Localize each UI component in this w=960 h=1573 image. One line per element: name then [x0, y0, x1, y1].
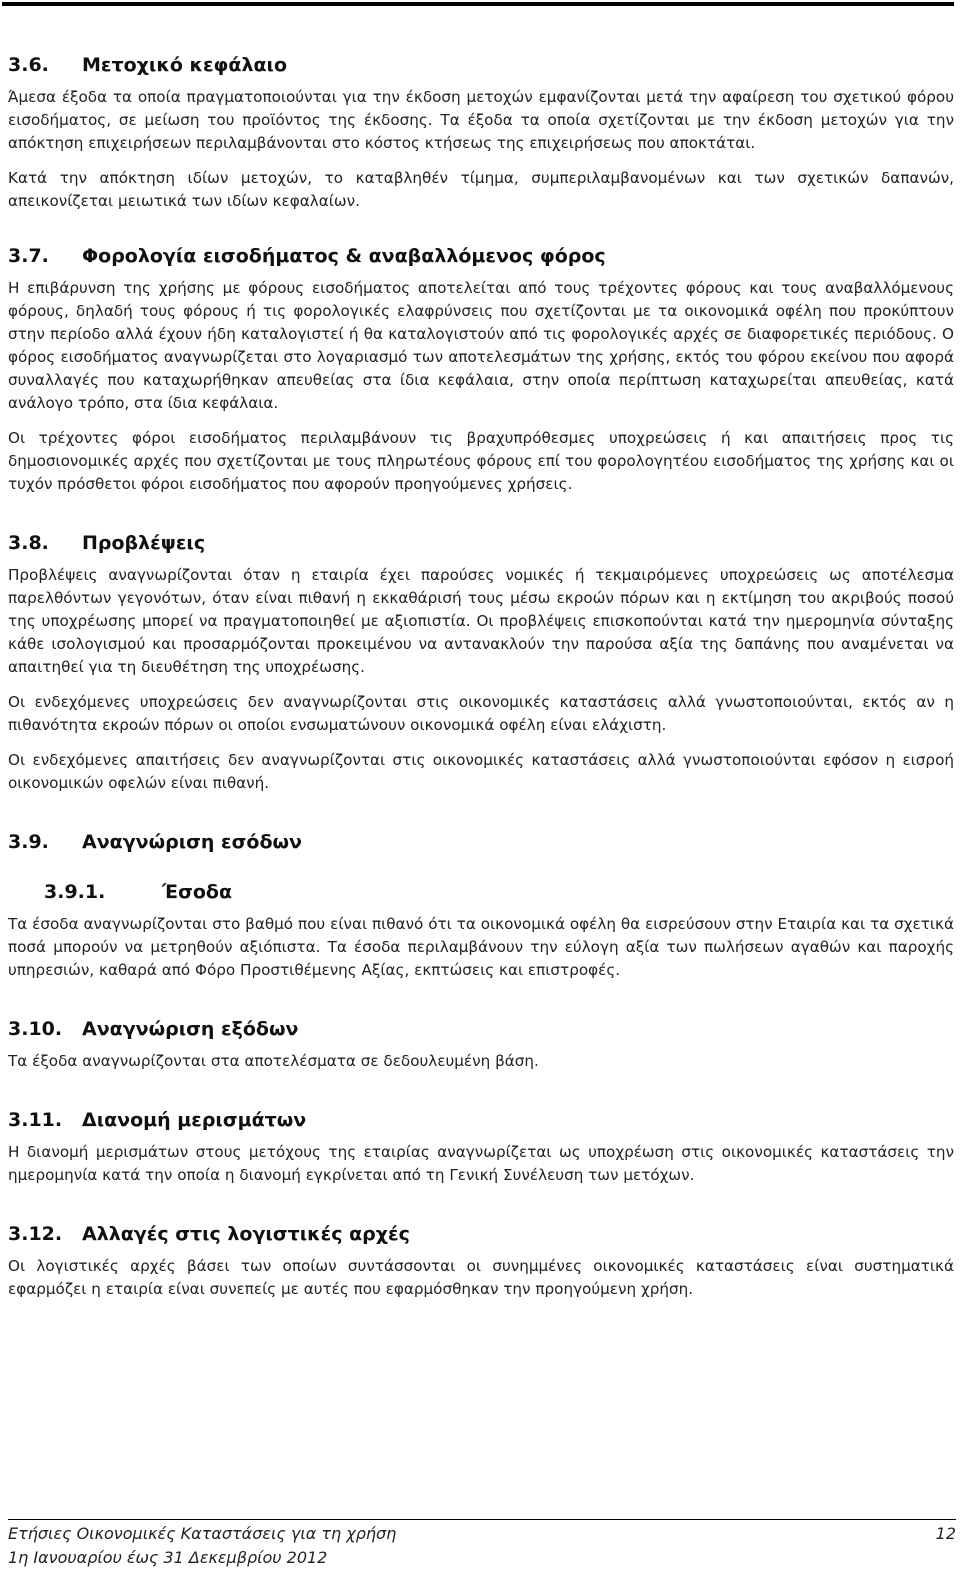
paragraph: Οι τρέχοντες φόροι εισοδήματος περιλαμβάνουν τις βραχυπρόθεσμες υποχρεώσεις ή και απαιτήσεις προς τις δημοσιονομικές αρχές που σχετίζονται με τους πληρωτέους φόρους επί του φορολογητέου εισοδήματος της χρήσης και οι τυχόν πρόσθετοι φόροι εισοδήματος που αφορούν προηγούμενες χρήσεις. — [8, 429, 954, 493]
paragraph: Τα έξοδα αναγνωρίζονται στα αποτελέσματα σε δεδουλευμένη βάση. — [8, 1052, 539, 1070]
spacer — [8, 994, 954, 1016]
subsection-number: 3.9.1. — [44, 881, 106, 903]
section-heading-3-8 — [8, 530, 954, 556]
paragraph: Οι λογιστικές αρχές βάσει των οποίων συντάσσονται οι συνημμένες οικονομικές καταστάσεις είναι συστηματικά εφαρμόζει η εταιρία είναι συνεπείς με αυτές που εφαρμόσθηκαν την προηγούμενη χρήση. — [8, 1257, 954, 1298]
section-title: Αναγνώριση εξόδων — [82, 1018, 299, 1040]
section-title: Μετοχικό κεφάλαιο — [82, 54, 288, 76]
paragraph: Η επιβάρυνση της χρήσης με φόρους εισοδήματος αποτελείται από τους τρέχοντες φόρους και τους αναβαλλόμενους φόρους, δηλαδή τους φόρους ή τις φορολογικές ελαφρύνσεις που σχετίζονται με τα οικονομικά οφέλη που προκύπτουν στην περίοδο αλλά έχουν ήδη καταλογιστεί ή θα καταλογιστούν από τις φορολογικές αρχές σε διαφορετικές περιόδους. Ο φόρος εισοδήματος αναγνωρίζεται στο λογαριασμό των αποτελεσμάτων της χρήσης, εκτός του φόρου εκείνου που αφορά συναλλαγές που καταχωρήθηκαν απευθείας στα ίδια κεφάλαια, στην οποία περίπτωση καταχωρείται απευθείας, κατά ανάλογο τρόπο, στα ίδια κεφάλαια. — [8, 279, 954, 412]
page-footer — [8, 1522, 956, 1570]
spacer — [8, 1085, 954, 1107]
paragraph: Κατά την απόκτηση ιδίων μετοχών, το καταβληθέν τίμημα, συμπεριλαμβανομένων και των σχετικών δαπανών, απεικονίζεται μειωτικά των ιδίων κεφαλαίων. — [8, 169, 954, 210]
footer-period: 1η Ιανουαρίου έως 31 Δεκεμβρίου 2012 — [8, 1548, 328, 1567]
section-number: 3.10. — [8, 1018, 63, 1040]
subsection-title: Έσοδα — [162, 881, 233, 903]
section-title: Αλλαγές στις λογιστικές αρχές — [82, 1223, 410, 1245]
section-title: Αναγνώριση εσόδων — [82, 831, 302, 853]
section-number: 3.9. — [8, 831, 49, 853]
section-number: 3.6. — [8, 54, 49, 76]
spacer — [8, 1199, 954, 1221]
footer-rule — [8, 1519, 956, 1520]
spacer — [8, 225, 954, 243]
spacer — [8, 863, 954, 879]
subsection-heading-3-9-1 — [44, 879, 954, 905]
section-number: 3.7. — [8, 245, 49, 267]
top-rule — [2, 2, 954, 6]
footer-title: Ετήσιες Οικονομικές Καταστάσεις για τη χρήση — [8, 1524, 397, 1543]
section-heading-3-11 — [8, 1107, 954, 1133]
section-title: Διανομή μερισμάτων — [82, 1109, 307, 1131]
section-heading-3-6 — [8, 52, 954, 78]
section-heading-3-12 — [8, 1221, 954, 1247]
section-title: Φορολογία εισοδήματος & αναβαλλόμενος φόρος — [82, 245, 606, 267]
section-number: 3.8. — [8, 532, 49, 554]
section-heading-3-7 — [8, 243, 954, 269]
paragraph: Τα έσοδα αναγνωρίζονται στο βαθμό που είναι πιθανό ότι τα οικονομικά οφέλη θα εισρεύσουν στην Εταιρία και τα σχετικά ποσά μπορούν να μετρηθούν αξιόπιστα. Τα έσοδα περιλαμβάνουν την εύλογη αξία των πωλήσεων αγαθών και παροχής υπηρεσιών, καθαρά από Φόρο Προστιθέμενης Αξίας, εκπτώσεις και επιστροφές. — [8, 915, 954, 979]
paragraph: Προβλέψεις αναγνωρίζονται όταν η εταιρία έχει παρούσες νομικές ή τεκμαιρόμενες υποχρεώσεις ως αποτέλεσμα παρελθόντων γεγονότων, όταν είναι πιθανή η εκκαθάρισή τους μέσω εκροών πόρων και η εκτίμηση του ακριβούς ποσού της υποχρέωσης μπορεί να πραγματοποιηθεί με αξιοπιστία. Οι προβλέψεις επισκοπούνται κατά την ημερομηνία σύνταξης κάθε ισολογισμού και προσαρμόζονται προκειμένου να αντανακλούν την παρούσα αξία της δαπάνης που αναμένεται να απαιτηθεί για τη διευθέτηση της υποχρέωσης. — [8, 566, 954, 676]
document-body — [8, 52, 954, 1313]
paragraph: Άμεσα έξοδα τα οποία πραγματοποιούνται για την έκδοση μετοχών εμφανίζονται μετά την αφαίρεση του σχετικού φόρου εισοδήματος, σε μείωση του προϊόντος της έκδοσης. Τα έξοδα τα οποία σχετίζονται με την έκδοση μετοχών για την απόκτηση επιχειρήσεων περιλαμβάνονται στο κόστος κτήσεως της επιχειρήσεως που αποκτάται. — [8, 88, 954, 152]
section-title: Προβλέψεις — [82, 532, 206, 554]
section-number: 3.11. — [8, 1109, 63, 1131]
spacer — [8, 807, 954, 829]
paragraph: Οι ενδεχόμενες απαιτήσεις δεν αναγνωρίζονται στις οικονομικές καταστάσεις αλλά γνωστοποιούνται εφόσον η εισροή οικονομικών οφελών είναι πιθανή. — [8, 751, 954, 792]
page-number: 12 — [935, 1524, 956, 1543]
section-heading-3-10 — [8, 1016, 954, 1042]
section-number: 3.12. — [8, 1223, 63, 1245]
footer-row — [8, 1522, 956, 1546]
section-heading-3-9 — [8, 829, 954, 855]
spacer — [8, 508, 954, 530]
paragraph: Η διανομή μερισμάτων στους μετόχους της εταιρίας αναγνωρίζεται ως υποχρέωση στις οικονομικές καταστάσεις την ημερομηνία κατά την οποία η διανομή εγκρίνεται από τη Γενική Συνέλευση των μετόχων. — [8, 1143, 954, 1184]
paragraph: Οι ενδεχόμενες υποχρεώσεις δεν αναγνωρίζονται στις οικονομικές καταστάσεις αλλά γνωστοποιούνται, εκτός αν η πιθανότητα εκροών πόρων οι οποίοι ενσωματώνουν οικονομικά οφέλη είναι ελάχιστη. — [8, 693, 954, 734]
